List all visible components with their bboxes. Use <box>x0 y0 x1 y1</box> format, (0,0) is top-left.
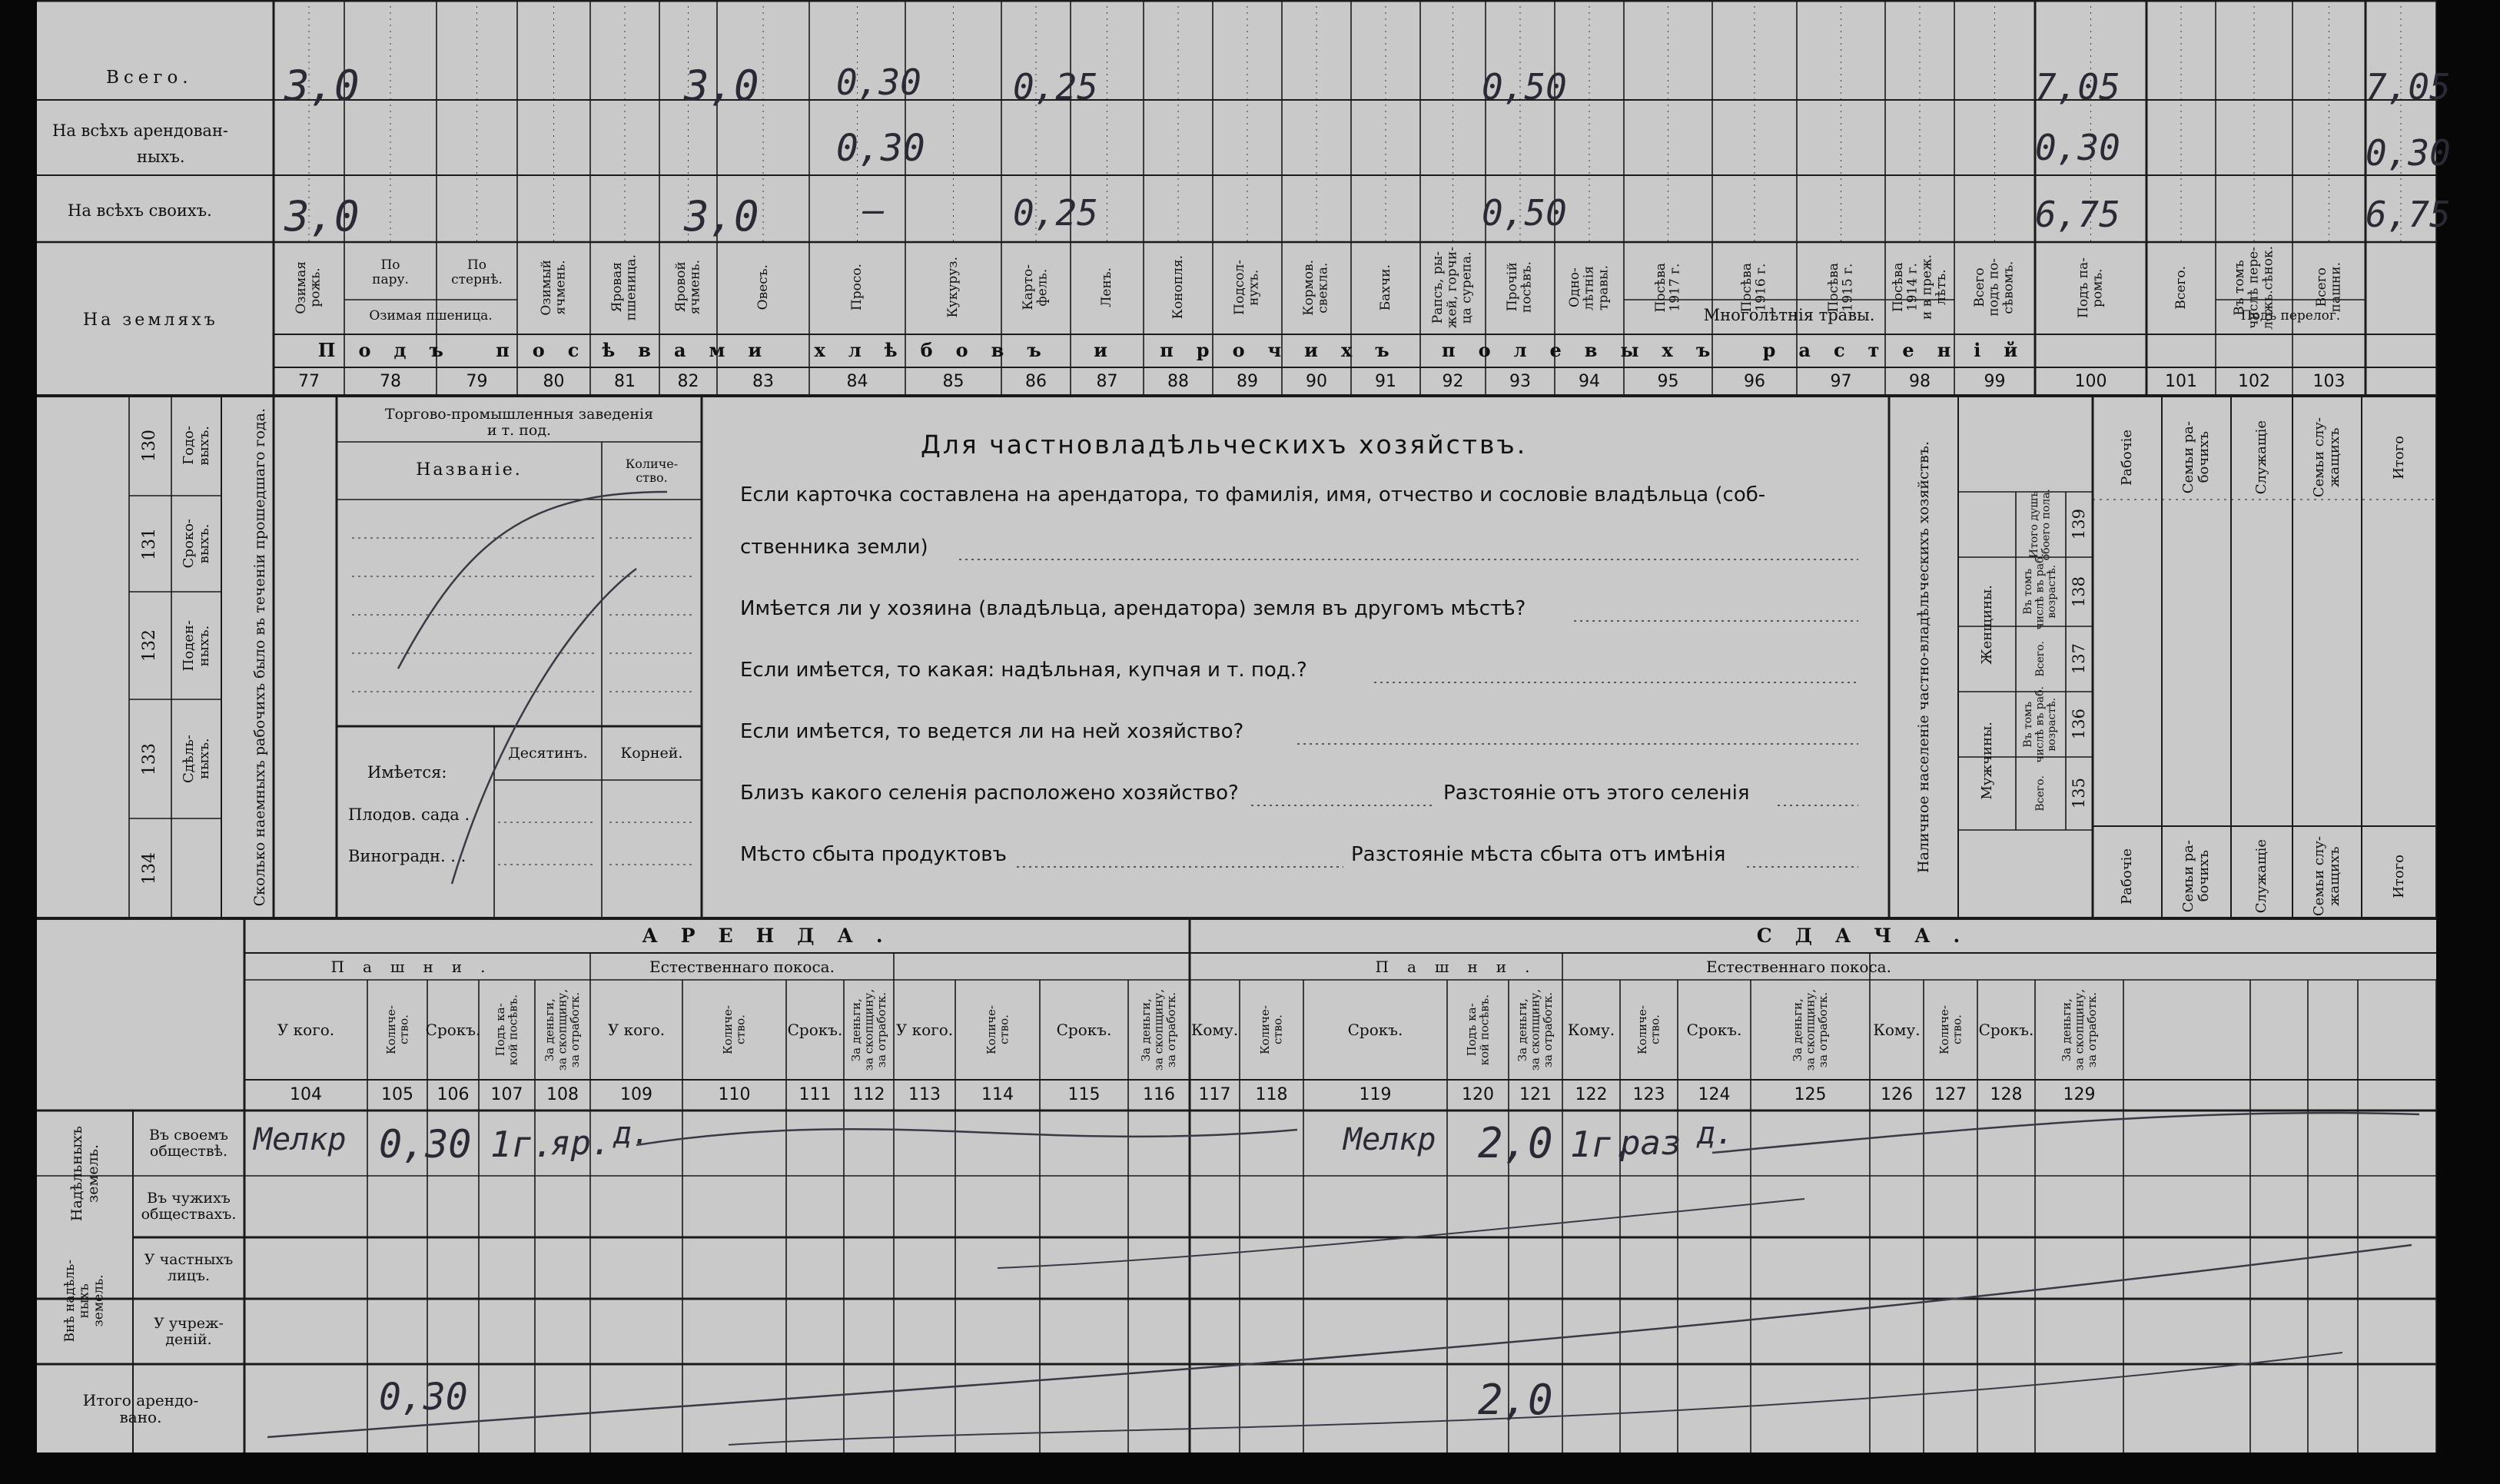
bottom-col-num-107: 107 <box>490 1084 523 1104</box>
row-label-vsego: Всего. <box>106 68 193 88</box>
census-card <box>37 0 2451 1452</box>
bottom-col-header-109: У кого. <box>607 1021 666 1039</box>
col-header-77: Озимая рожь. <box>294 261 324 314</box>
bottom-col-header-113: У кого. <box>895 1021 954 1039</box>
bottom-col-num-128: 128 <box>1990 1084 2023 1104</box>
row-u-uchrezhdeniy: У учреж- деній. <box>154 1314 224 1348</box>
hw-svoi-103: 6,75 <box>2366 194 2451 235</box>
row-num-136: 136 <box>2069 709 2088 740</box>
bottom-col-num-106: 106 <box>437 1084 470 1104</box>
hw-svoi-86: 0,25 <box>1013 192 1098 234</box>
hw-row1-107: яр. <box>550 1124 612 1163</box>
row-label-130: Годо- выхъ. <box>180 426 212 466</box>
row-num-139: 139 <box>2069 509 2088 540</box>
bottom-col-header-117: Кому. <box>1190 1021 1239 1039</box>
arenda-pashni-label: Пашни. <box>330 957 504 976</box>
col-number-87: 87 <box>1096 372 1118 392</box>
pencil-stroke-torg <box>398 492 667 669</box>
bottom-col-header-115: Срокъ. <box>1056 1021 1112 1039</box>
hw-arend-103: 0,30 <box>2366 132 2451 174</box>
bottom-col-header-125: За деньги, за скопщину, за отработк. <box>1790 988 1830 1071</box>
row-label-136: Въ томъ числѣ въ раб. возрастѣ. <box>2022 686 2059 763</box>
torg-name-header: Названіе. <box>416 460 523 480</box>
torg-qty-header: Количе- ство. <box>625 456 679 485</box>
hw-vsego-84: 0,30 <box>836 61 921 103</box>
col-number-86: 86 <box>1025 372 1047 392</box>
pencil-stroke-row1-right <box>1712 1113 2419 1153</box>
bottom-col-num-105: 105 <box>381 1084 413 1104</box>
col-number-95: 95 <box>1657 372 1679 392</box>
col-number-79: 79 <box>466 372 488 392</box>
hw-itogo-118: 2,0 <box>1478 1376 1553 1424</box>
bottom-col-num-112: 112 <box>852 1084 885 1104</box>
bottom-col-header-116: За деньги, за скопщину, за отработк. <box>1139 988 1179 1071</box>
bottom-col-num-111: 111 <box>798 1084 832 1104</box>
col-header-91: Бахчи. <box>1377 264 1393 311</box>
col-header-85: Кукуруз. <box>945 257 961 318</box>
sdacha-header: СДАЧА. <box>1756 924 1984 947</box>
row-num-137: 137 <box>2069 643 2088 675</box>
vne-nadelnykh-label: Внѣ надѣль- ныхъ земель. <box>62 1259 107 1343</box>
hw-row1-117: Мелкр <box>1343 1122 1436 1157</box>
bottom-col-num-113: 113 <box>908 1084 941 1104</box>
col-number-97: 97 <box>1830 372 1852 392</box>
cat-label-bottom-1: Семьи ра- бочихъ <box>2180 839 2212 913</box>
bottom-col-header-124: Срокъ. <box>1686 1021 1742 1039</box>
form-line-9: Разстояніе мѣста сбыта отъ имѣнія <box>1351 843 1726 866</box>
bottom-col-num-116: 116 <box>1143 1084 1175 1104</box>
bottom-col-header-122: Кому. <box>1567 1021 1615 1039</box>
bottom-col-header-123: Количе- ство. <box>1635 1004 1662 1055</box>
col-number-94: 94 <box>1579 372 1600 392</box>
bottom-col-header-128: Срокъ. <box>1978 1021 2034 1039</box>
pencil-stroke-diagonal <box>267 1245 2412 1437</box>
row-num-135: 135 <box>2069 778 2088 809</box>
row-num-131: 131 <box>140 527 160 560</box>
bottom-col-num-108: 108 <box>546 1084 579 1104</box>
perelog-label: Подъ перелог. <box>2240 307 2341 324</box>
row-label-133: Сдѣль- ныхъ. <box>180 734 212 784</box>
bottom-col-num-104: 104 <box>290 1084 322 1104</box>
form-line-8: Мѣсто сбыта продуктовъ <box>740 843 1007 866</box>
bottom-col-header-120: Подъ ка- кой посѣвъ. <box>1464 994 1491 1066</box>
bottom-col-header-121: За деньги, за скопщину, за отработк. <box>1516 988 1555 1071</box>
bottom-col-num-125: 125 <box>1794 1084 1827 1104</box>
hw-svoi-84: – <box>863 189 885 231</box>
col-header-87: Ленъ. <box>1099 267 1115 307</box>
col-header-86: Карто- фель. <box>1021 264 1051 310</box>
bottom-col-num-127: 127 <box>1934 1084 1967 1104</box>
row-label-139: Итого душъ обоего пола. <box>2028 488 2053 561</box>
col-number-81: 81 <box>614 372 636 392</box>
hw-svoi-82: 3,0 <box>684 192 759 241</box>
bottom-col-header-114: Количе- ство. <box>984 1004 1011 1055</box>
hw-row1-119: 1г. <box>1570 1124 1635 1165</box>
row-num-138: 138 <box>2069 576 2088 608</box>
row-v-svoem-obshchestve: Въ своемъ обществѣ. <box>149 1126 228 1160</box>
hw-svoi-99: 6,75 <box>2035 194 2120 235</box>
bottom-col-header-119: Срокъ. <box>1347 1021 1403 1039</box>
col-number-101: 101 <box>2165 372 2197 392</box>
col-number-82: 82 <box>677 372 699 392</box>
form-line-4: Если имѣется, то какая: надѣльная, купчая и т. под.? <box>740 659 1307 682</box>
col-header-78: По пару. <box>372 257 409 287</box>
bottom-col-header-126: Кому. <box>1873 1021 1921 1039</box>
row-label-arend-2: ныхъ. <box>137 148 185 166</box>
cat-label-top-4: Итого <box>2390 435 2407 480</box>
itogo-arendovano-label: Итого арендо- вано. <box>82 1390 199 1426</box>
hw-row1-121: д. <box>1697 1116 1735 1151</box>
hw-row1-106: 1г. <box>490 1124 555 1165</box>
bottom-col-num-126: 126 <box>1881 1084 1913 1104</box>
hw-svoi-92: 0,50 <box>1482 192 1567 234</box>
bottom-col-header-127: Количе- ство. <box>1937 1004 1964 1055</box>
bottom-col-num-122: 122 <box>1575 1084 1608 1104</box>
col-header-93: Прочій посѣвъ. <box>1505 261 1535 314</box>
cat-label-bottom-0: Рабочіе <box>2119 848 2136 905</box>
col-number-83: 83 <box>752 372 774 392</box>
col-header-99: Всего подъ по- сѣвомъ. <box>1972 258 2017 317</box>
hw-row1-120: раз <box>1620 1124 1682 1163</box>
row-label-131: Сроко- выхъ. <box>180 519 212 569</box>
form-line-7: Разстояніе отъ этого селенія <box>1443 782 1750 805</box>
pencil-stroke-mid <box>998 1199 1804 1268</box>
hw-vsego-86: 0,25 <box>1013 66 1098 108</box>
sdacha-pashni-label: Пашни. <box>1375 957 1549 976</box>
bottom-col-num-121: 121 <box>1519 1084 1552 1104</box>
bottom-col-num-120: 120 <box>1462 1084 1494 1104</box>
col-header-90: Кормов. свекла. <box>1301 259 1331 316</box>
pencil-stroke-row1 <box>636 1129 1297 1145</box>
bottom-col-num-118: 118 <box>1255 1084 1288 1104</box>
col-number-92: 92 <box>1442 372 1464 392</box>
hw-row1-118: 2,0 <box>1478 1119 1553 1167</box>
row-v-chuzhikh-obshchestvakh: Въ чужихъ обществахъ. <box>141 1190 237 1223</box>
col-header-84: Просо. <box>849 264 865 311</box>
col-number-103: 103 <box>2312 372 2346 392</box>
hw-itogo-105: 0,30 <box>379 1376 468 1419</box>
plodov-sada-label: Плодов. сада . <box>348 805 470 824</box>
desyatin-header: Десятинъ. <box>508 744 588 762</box>
col-number-85: 85 <box>942 372 964 392</box>
cat-label-top-0: Рабочіе <box>2119 429 2136 486</box>
korney-header: Корней. <box>620 744 683 762</box>
torg-zavedeniya-title: Торгово-промышленныя заведенія и т. под. <box>384 406 654 439</box>
bottom-col-num-114: 114 <box>981 1084 1014 1104</box>
bottom-col-num-119: 119 <box>1359 1084 1392 1104</box>
ozimaya-psheniza-label: Озимая пшеница. <box>369 307 493 324</box>
row-label-na-zemlyakh: На земляхъ <box>83 310 218 330</box>
col-number-102: 102 <box>2238 372 2270 392</box>
row-label-132: Поден- ныхъ. <box>180 619 212 672</box>
col-header-102: Въ томъ числѣ пере- ложь.сѣнок. <box>2231 245 2276 330</box>
col-header-100: Подъ па- ромъ. <box>2075 257 2106 318</box>
form-line-1: Если карточка составлена на арендатора, то фамилія, имя, отчество и сословіе владѣльца (соб- <box>740 483 1766 506</box>
zhenshchiny-label: Женщины. <box>1978 584 1995 665</box>
band-label-posevy: Подъ посѣвами хлѣбовъ и прочихъ полевыхъ растеній <box>317 339 2041 362</box>
arenda-estest-label: Естественнаго покоса. <box>649 957 835 976</box>
cat-label-bottom-3: Семьи слу- жащихъ <box>2311 835 2342 917</box>
form-line-6: Близъ какого селенія расположено хозяйство? <box>740 782 1239 805</box>
col-header-88: Конопля. <box>1170 255 1186 320</box>
col-number-93: 93 <box>1509 372 1531 392</box>
cat-label-bottom-4: Итого <box>2390 854 2407 898</box>
vinogradniki-label: Виноградн. . . <box>348 847 466 865</box>
muzhchiny-label: Мужчины. <box>1978 722 1995 800</box>
bottom-col-header-106: Срокъ. <box>425 1021 481 1039</box>
cat-label-top-1: Семьи ра- бочихъ <box>2180 420 2212 494</box>
bottom-col-num-110: 110 <box>718 1084 751 1104</box>
bottom-col-header-105: Количе- ство. <box>383 1004 410 1055</box>
bottom-col-header-112: За деньги, за скопщину, за отработк. <box>848 988 888 1071</box>
col-header-80: Озимый ячмень. <box>538 259 569 316</box>
imeetsya-label: Имѣется: <box>367 763 447 782</box>
bottom-col-num-124: 124 <box>1698 1084 1731 1104</box>
row-label-138: Въ томъ числѣ въ раб. возрастѣ. <box>2022 553 2059 630</box>
col-header-89: Подсол- нухъ. <box>1232 260 1262 315</box>
row-u-chastnykh-lits: У частныхъ лицъ. <box>144 1251 234 1284</box>
bottom-col-header-110: Количе- ство. <box>721 1004 748 1055</box>
hw-arend-84: 0,30 <box>836 127 925 170</box>
naemnye-rabochie-label: Сколько наемныхъ рабочихъ было въ теченіи прошедшаго года. <box>251 407 268 907</box>
hw-row1-105: 0,30 <box>379 1122 472 1167</box>
col-header-83: Овесъ. <box>755 264 771 310</box>
col-header-95: Посѣва 1917 г. <box>1652 262 1683 313</box>
col-header-101: Всего. <box>2173 265 2189 310</box>
hw-row1-108: д. <box>613 1116 651 1151</box>
row-num-130: 130 <box>140 430 160 462</box>
col-number-90: 90 <box>1306 372 1327 392</box>
cat-label-top-3: Семьи слу- жащихъ <box>2311 417 2342 498</box>
col-number-99: 99 <box>1984 372 2006 392</box>
arenda-header: АРЕНДА. <box>642 924 906 947</box>
row-label-svoi: На всѣхъ своихъ. <box>68 201 212 220</box>
hw-vsego-103: 7,05 <box>2366 66 2451 108</box>
bottom-col-header-104: У кого. <box>277 1021 335 1039</box>
row-label-135: Всего. <box>2034 775 2047 812</box>
mnogolet-travy-label: Многолѣтнія травы. <box>1703 306 1875 325</box>
col-header-81: Яровая пшеница. <box>609 254 639 321</box>
col-number-91: 91 <box>1375 372 1396 392</box>
col-header-103: Всего пашни. <box>2313 262 2344 313</box>
bottom-col-header-111: Срокъ. <box>787 1021 843 1039</box>
hw-svoi-77: 3,0 <box>284 192 360 241</box>
col-number-96: 96 <box>1744 372 1765 392</box>
cat-label-bottom-2: Служащіе <box>2253 838 2270 914</box>
row-label-arend: На всѣхъ арендован- <box>52 121 229 140</box>
form-line-5: Если имѣется, то ведется ли на ней хозяйство? <box>740 720 1244 743</box>
nadelnykh-zemel-label: Надѣльныхъ земель. <box>68 1126 101 1222</box>
col-number-78: 78 <box>380 372 401 392</box>
row-num-133: 133 <box>140 742 160 775</box>
col-number-89: 89 <box>1237 372 1258 392</box>
row-label-137: Всего. <box>2034 641 2047 677</box>
bottom-col-header-107: Подъ ка- кой посѣвъ. <box>493 994 520 1066</box>
hw-vsego-77: 3,0 <box>284 61 360 110</box>
cat-label-top-2: Служащіе <box>2253 420 2270 495</box>
col-number-84: 84 <box>846 372 868 392</box>
col-number-100: 100 <box>2074 372 2107 392</box>
bottom-col-num-123: 123 <box>1632 1084 1665 1104</box>
col-header-98: Посѣва 1914 г. и в преж. лѣтъ. <box>1890 254 1949 320</box>
sdacha-estest-label: Естественнаго покоса. <box>1706 957 1891 976</box>
col-header-96: Посѣва 1916 г. <box>1739 262 1769 313</box>
hw-vsego-82: 3,0 <box>684 61 759 110</box>
hw-row1-104: Мелкр <box>254 1122 347 1157</box>
bottom-col-num-117: 117 <box>1198 1084 1231 1104</box>
hw-vsego-99: 7,05 <box>2035 66 2120 108</box>
row-num-132: 132 <box>140 629 160 662</box>
hw-arend-99: 0,30 <box>2035 127 2120 168</box>
bottom-col-num-109: 109 <box>620 1084 652 1104</box>
col-number-88: 88 <box>1167 372 1189 392</box>
col-number-98: 98 <box>1909 372 1931 392</box>
bottom-col-header-118: Количе- ство. <box>1258 1004 1285 1055</box>
form-line-3: Имѣется ли у хозяина (владѣльца, арендатора) земля въ другомъ мѣстѣ? <box>740 597 1526 620</box>
form-title: Для частновладѣльческихъ хозяйствъ. <box>921 430 1528 460</box>
bottom-col-num-115: 115 <box>1067 1084 1101 1104</box>
col-header-97: Посѣва 1915 г. <box>1825 262 1856 313</box>
nalichnoe-naselenie-label: Наличное населеніе частно-владѣльческихъ хозяйствъ. <box>1914 441 1932 873</box>
col-header-79: По стернѣ. <box>451 257 503 287</box>
bottom-col-header-108: За деньги, за скопщину, за отработк. <box>543 988 583 1071</box>
col-header-92: Рапсъ, ры- жей, горчи- ца сурепа. <box>1430 246 1475 329</box>
hw-vsego-92: 0,50 <box>1482 66 1567 108</box>
bottom-col-header-129: За деньги, за скопщину, за отработк. <box>2059 988 2099 1071</box>
bottom-col-num-129: 129 <box>2063 1084 2096 1104</box>
col-header-82: Яровой ячмень. <box>672 260 703 315</box>
form-line-2: ственника земли) <box>740 536 928 559</box>
col-header-94: Одно- лѣтнія травы. <box>1566 264 1612 310</box>
col-number-77: 77 <box>298 372 320 392</box>
col-number-80: 80 <box>543 372 565 392</box>
row-num-134: 134 <box>140 852 160 885</box>
